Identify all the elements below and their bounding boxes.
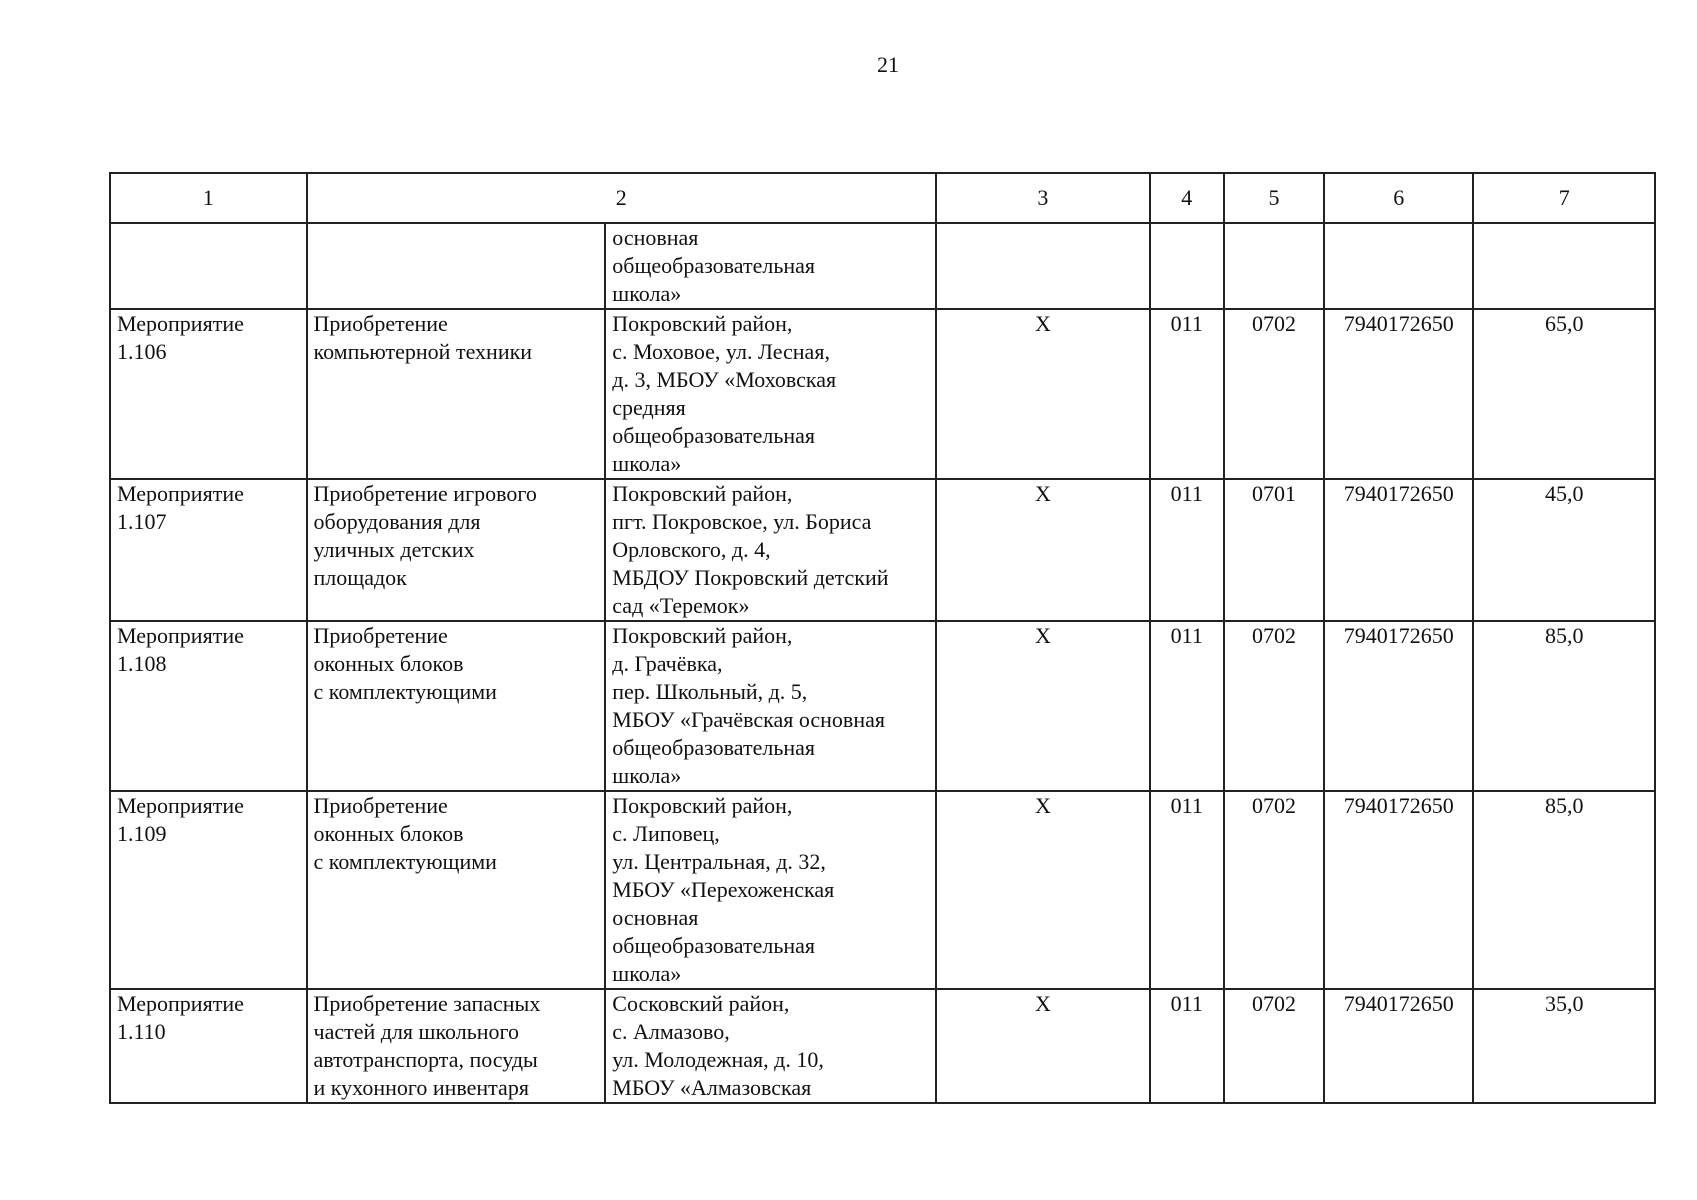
col5-cell: 0701 [1224,479,1324,621]
col4-cell: 011 [1150,989,1224,1103]
column-header-1: 1 [110,173,307,223]
name-line: автотранспорта, посуды [313,1047,538,1072]
col6-cell: 7940172650 [1324,791,1473,989]
address-cell [605,479,936,621]
table-row [110,989,1655,1103]
name-line: частей для школьного [313,1019,520,1044]
name-line: оконных блоков [313,651,464,676]
column-header-3: 3 [936,173,1150,223]
col3-cell: Х [936,309,1150,479]
col6-cell: 7940172650 [1324,479,1473,621]
name-cell [307,309,606,479]
name-line: с комплектующими [313,849,497,874]
event-label: Мероприятие [117,481,244,506]
column-header-7: 7 [1473,173,1655,223]
address-line: с. Алмазово, [612,1019,730,1044]
continuation-row [110,223,1655,309]
col4-cell: 011 [1150,479,1224,621]
name-cell [307,223,606,309]
name-line: площадок [313,565,407,590]
address-line: с. Моховое, ул. Лесная, [612,339,830,364]
name-line: Приобретение [313,793,448,818]
address-line: средняя [612,395,686,420]
event-label: Мероприятие [117,623,244,648]
col5-cell [1224,223,1324,309]
event-cell [110,791,307,989]
address-line: пгт. Покровское, ул. Бориса [612,509,872,534]
name-cell [307,621,606,791]
address-line: общеобразовательная [612,933,816,958]
table-row [110,479,1655,621]
event-cell [110,479,307,621]
address-line: основная [612,905,699,930]
name-line: компьютерной техники [313,339,533,364]
address-line: Орловского, д. 4, [612,537,771,562]
name-line: с комплектующими [313,679,497,704]
address-line: Сосковский район, [612,991,790,1016]
address-line: общеобразовательная [612,423,816,448]
address-cell [605,621,936,791]
col5-cell: 0702 [1224,621,1324,791]
col6-cell [1324,223,1473,309]
col4-cell [1150,223,1224,309]
address-line: школа» [612,961,682,986]
address-line: сад «Теремок» [612,593,750,618]
name-cell [307,989,606,1103]
address-line: с. Липовец, [612,821,720,846]
budget-table [109,172,1656,1104]
col7-cell: 85,0 [1473,621,1655,791]
name-line: оборудования для [313,509,481,534]
col6-cell: 7940172650 [1324,309,1473,479]
page-number: 21 [877,52,899,77]
address-line: Покровский район, [612,623,793,648]
col4-cell: 011 [1150,309,1224,479]
col3-cell: Х [936,479,1150,621]
col7-cell: 35,0 [1473,989,1655,1103]
col5-cell: 0702 [1224,989,1324,1103]
col7-cell [1473,223,1655,309]
event-number: 1.109 [117,821,167,846]
event-label: Мероприятие [117,793,244,818]
col3-cell: Х [936,791,1150,989]
address-line: основная [612,225,699,250]
address-line: школа» [612,281,682,306]
name-line: уличных детских [313,537,475,562]
col7-cell: 85,0 [1473,791,1655,989]
address-line: Покровский район, [612,793,793,818]
event-label: Мероприятие [117,991,244,1016]
column-number-row [110,173,1655,223]
address-cell [605,309,936,479]
address-line: Покровский район, [612,481,793,506]
address-line: МБДОУ Покровский детский [612,565,889,590]
col5-cell: 0702 [1224,309,1324,479]
address-cell [605,223,936,309]
name-line: Приобретение игрового [313,481,537,506]
col6-cell: 7940172650 [1324,621,1473,791]
address-line: школа» [612,763,682,788]
address-line: д. Грачёвка, [612,651,723,676]
address-line: школа» [612,451,682,476]
col7-cell: 45,0 [1473,479,1655,621]
col4-cell: 011 [1150,791,1224,989]
address-line: МБОУ «Перехоженская [612,877,835,902]
column-header-2: 2 [307,173,937,223]
name-cell [307,479,606,621]
address-line: д. 3, МБОУ «Моховская [612,367,837,392]
column-header-5: 5 [1224,173,1324,223]
name-cell [307,791,606,989]
address-line: общеобразовательная [612,253,816,278]
address-cell [605,989,936,1103]
name-line: Приобретение запасных [313,991,541,1016]
address-line: общеобразовательная [612,735,816,760]
event-cell [110,621,307,791]
table-row [110,791,1655,989]
address-line: ул. Молодежная, д. 10, [612,1047,824,1072]
address-line: МБОУ «Алмазовская [612,1075,812,1100]
table-row [110,309,1655,479]
event-number: 1.106 [117,339,167,364]
name-line: Приобретение [313,311,448,336]
col7-cell: 65,0 [1473,309,1655,479]
address-line: МБОУ «Грачёвская основная [612,707,885,732]
col6-cell: 7940172650 [1324,989,1473,1103]
column-header-6: 6 [1324,173,1473,223]
table-row [110,621,1655,791]
name-line: оконных блоков [313,821,464,846]
col3-cell: Х [936,621,1150,791]
event-cell [110,223,307,309]
col3-cell [936,223,1150,309]
event-number: 1.108 [117,651,167,676]
col5-cell: 0702 [1224,791,1324,989]
address-line: пер. Школьный, д. 5, [612,679,808,704]
event-number: 1.107 [117,509,167,534]
name-line: и кухонного инвентаря [313,1075,529,1100]
address-line: ул. Центральная, д. 32, [612,849,826,874]
event-label: Мероприятие [117,311,244,336]
address-line: Покровский район, [612,311,793,336]
col3-cell: Х [936,989,1150,1103]
event-cell [110,309,307,479]
column-header-4: 4 [1150,173,1224,223]
event-number: 1.110 [117,1019,166,1044]
col4-cell: 011 [1150,621,1224,791]
address-cell [605,791,936,989]
event-cell [110,989,307,1103]
name-line: Приобретение [313,623,448,648]
